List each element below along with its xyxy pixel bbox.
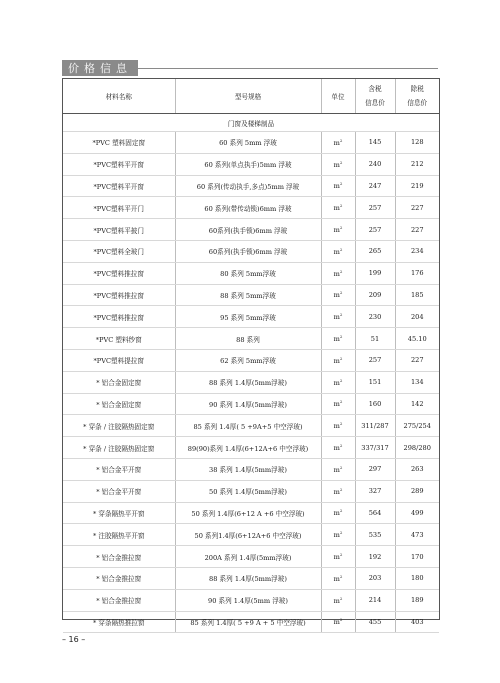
- section-header: [62, 60, 138, 76]
- tax-incl-cell: 297: [355, 458, 395, 480]
- material-cell: * 铝合金固定窗: [63, 371, 175, 393]
- unit-cell: [321, 219, 355, 241]
- spec-cell: 88 系列 1.4厚(5mm浮玻): [175, 567, 321, 589]
- spec-cell: 62 系列 5mm浮玻: [175, 349, 321, 371]
- unit-text: m: [333, 313, 340, 322]
- unit-text: m: [333, 400, 340, 409]
- unit-text: m: [333, 291, 340, 300]
- table-row: [63, 284, 439, 306]
- unit-exponent: 2: [339, 530, 343, 536]
- header-spec: 型号规格: [175, 79, 321, 114]
- price-table: [63, 79, 439, 633]
- material-cell: *PVC 塑料固定窗: [63, 132, 175, 154]
- unit-text: m: [333, 335, 340, 344]
- tax-excl-cell: 499: [395, 502, 439, 524]
- unit-exponent: 2: [339, 421, 343, 427]
- material-cell: * 穿条 / 注胶隔热固定窗: [63, 415, 175, 437]
- header-tax-incl-line2: 信息价: [365, 99, 385, 107]
- unit-exponent: 2: [339, 290, 343, 296]
- tax-excl-cell: 128: [395, 132, 439, 154]
- unit-cell: [321, 284, 355, 306]
- unit-exponent: 2: [339, 268, 343, 274]
- spec-cell: 90 系列 1.4厚(5mm 浮玻): [175, 589, 321, 611]
- unit-text: m: [333, 422, 340, 431]
- tax-incl-cell: 199: [355, 262, 395, 284]
- material-cell: *PVC塑料推拉窗: [63, 306, 175, 328]
- spec-cell: 60 系列 5mm 浮玻: [175, 132, 321, 154]
- section-header-label: 价格信息: [68, 62, 132, 75]
- material-cell: * 铝合金平开窗: [63, 480, 175, 502]
- table-row: [63, 393, 439, 415]
- unit-text: m: [333, 138, 340, 147]
- spec-cell: 60 系列(单点执手)5mm 浮玻: [175, 153, 321, 175]
- table-row: [63, 197, 439, 219]
- table-row: [63, 611, 439, 633]
- tax-incl-cell: 535: [355, 524, 395, 546]
- tax-excl-cell: 176: [395, 262, 439, 284]
- table-row: [63, 480, 439, 502]
- tax-incl-cell: 203: [355, 567, 395, 589]
- spec-cell: 85 系列 1.4厚( 5 +9A+5 中空浮玻): [175, 415, 321, 437]
- unit-cell: [321, 175, 355, 197]
- spec-cell: 85 系列 1.4厚( 5 +9 A + 5 中空浮玻): [175, 611, 321, 633]
- unit-text: m: [333, 509, 340, 518]
- tax-incl-cell: 311/287: [355, 415, 395, 437]
- spec-cell: 80 系列 5mm浮玻: [175, 262, 321, 284]
- spec-cell: 89(90)系列 1.4厚(6+12A+6 中空浮玻): [175, 437, 321, 459]
- tax-excl-cell: 170: [395, 546, 439, 568]
- table-row: [63, 415, 439, 437]
- unit-cell: [321, 567, 355, 589]
- material-cell: *PVC 塑料纱窗: [63, 328, 175, 350]
- spec-cell: 200A 系列 1.4厚(5mm浮玻): [175, 546, 321, 568]
- tax-incl-cell: 265: [355, 240, 395, 262]
- unit-cell: [321, 437, 355, 459]
- unit-cell: [321, 524, 355, 546]
- tax-excl-cell: 45.10: [395, 328, 439, 350]
- unit-cell: [321, 589, 355, 611]
- unit-cell: [321, 546, 355, 568]
- material-cell: * 铝合金推拉窗: [63, 567, 175, 589]
- unit-exponent: 2: [339, 508, 343, 514]
- material-cell: *PVC塑料全玻门: [63, 240, 175, 262]
- tax-excl-cell: 134: [395, 371, 439, 393]
- header-tax-incl: [355, 79, 395, 114]
- tax-excl-cell: 227: [395, 197, 439, 219]
- spec-cell: 38 系列 1.4厚(5mm浮玻): [175, 458, 321, 480]
- material-cell: *PVC塑料平开门: [63, 197, 175, 219]
- unit-text: m: [333, 160, 340, 169]
- header-material: 材料名称: [63, 79, 175, 114]
- spec-cell: 60 系列(带传动锁)6mm 浮玻: [175, 197, 321, 219]
- tax-incl-cell: 257: [355, 197, 395, 219]
- tax-incl-cell: 455: [355, 611, 395, 633]
- tax-excl-cell: 473: [395, 524, 439, 546]
- unit-cell: [321, 306, 355, 328]
- table-row: [63, 328, 439, 350]
- section-title-row: [63, 114, 439, 132]
- table-row: [63, 219, 439, 241]
- tax-incl-cell: 257: [355, 349, 395, 371]
- tax-excl-cell: 227: [395, 349, 439, 371]
- spec-cell: 88 系列 1.4厚(5mm浮玻): [175, 371, 321, 393]
- tax-incl-cell: 151: [355, 371, 395, 393]
- unit-exponent: 2: [339, 312, 343, 318]
- tax-excl-cell: 227: [395, 219, 439, 241]
- material-cell: * 穿条隔热推拉窗: [63, 611, 175, 633]
- table-row: [63, 349, 439, 371]
- unit-cell: [321, 611, 355, 633]
- unit-cell: [321, 328, 355, 350]
- unit-exponent: 2: [339, 333, 343, 339]
- tax-excl-cell: 219: [395, 175, 439, 197]
- material-cell: * 铝合金推拉窗: [63, 589, 175, 611]
- tax-incl-cell: 145: [355, 132, 395, 154]
- material-cell: * 注胶隔热平开窗: [63, 524, 175, 546]
- material-cell: *PVC塑料平开窗: [63, 175, 175, 197]
- tax-excl-cell: 403: [395, 611, 439, 633]
- tax-incl-cell: 209: [355, 284, 395, 306]
- page-number: – 16 –: [62, 635, 86, 644]
- unit-text: m: [333, 356, 340, 365]
- tax-excl-cell: 289: [395, 480, 439, 502]
- tax-excl-cell: 275/254: [395, 415, 439, 437]
- tax-excl-cell: 234: [395, 240, 439, 262]
- unit-exponent: 2: [339, 595, 343, 601]
- tax-incl-cell: 257: [355, 219, 395, 241]
- header-divider: [138, 68, 438, 69]
- tax-incl-cell: 564: [355, 502, 395, 524]
- unit-cell: [321, 262, 355, 284]
- unit-exponent: 2: [339, 246, 343, 252]
- unit-text: m: [333, 618, 340, 627]
- spec-cell: 60系列(执手锁)6mm 浮玻: [175, 219, 321, 241]
- table-row: [63, 175, 439, 197]
- unit-cell: [321, 458, 355, 480]
- unit-exponent: 2: [339, 181, 343, 187]
- unit-cell: [321, 480, 355, 502]
- unit-exponent: 2: [339, 355, 343, 361]
- table-row: [63, 458, 439, 480]
- header-tax-excl: [395, 79, 439, 114]
- unit-exponent: 2: [339, 486, 343, 492]
- header-tax-incl-line1: 含税: [368, 85, 382, 93]
- unit-exponent: 2: [339, 617, 343, 623]
- material-cell: *PVC塑料提拉窗: [63, 349, 175, 371]
- table-header-row: [63, 79, 439, 114]
- tax-excl-cell: 298/280: [395, 437, 439, 459]
- table-row: [63, 589, 439, 611]
- tax-incl-cell: 214: [355, 589, 395, 611]
- spec-cell: 60 系列(传动执手,多点)5mm 浮玻: [175, 175, 321, 197]
- unit-cell: [321, 415, 355, 437]
- unit-exponent: 2: [339, 573, 343, 579]
- unit-cell: [321, 393, 355, 415]
- spec-cell: 60系列(执手锁)6mm 浮玻: [175, 240, 321, 262]
- tax-excl-cell: 263: [395, 458, 439, 480]
- unit-text: m: [333, 574, 340, 583]
- table-row: [63, 567, 439, 589]
- table-row: [63, 437, 439, 459]
- tax-incl-cell: 240: [355, 153, 395, 175]
- unit-cell: [321, 349, 355, 371]
- unit-exponent: 2: [339, 159, 343, 165]
- spec-cell: 90 系列 1.4厚(5mm浮玻): [175, 393, 321, 415]
- unit-exponent: 2: [339, 399, 343, 405]
- table-row: [63, 502, 439, 524]
- unit-exponent: 2: [339, 377, 343, 383]
- unit-exponent: 2: [339, 137, 343, 143]
- unit-text: m: [333, 465, 340, 474]
- tax-excl-cell: 212: [395, 153, 439, 175]
- unit-text: m: [333, 378, 340, 387]
- unit-cell: [321, 502, 355, 524]
- unit-text: m: [333, 531, 340, 540]
- table-row: [63, 524, 439, 546]
- unit-text: m: [333, 204, 340, 213]
- header-tax-excl-line1: 除税: [410, 85, 424, 93]
- unit-cell: [321, 153, 355, 175]
- tax-excl-cell: 142: [395, 393, 439, 415]
- material-cell: * 穿条隔热平开窗: [63, 502, 175, 524]
- price-table-frame: [62, 78, 440, 627]
- unit-cell: [321, 197, 355, 219]
- unit-cell: [321, 132, 355, 154]
- table-row: [63, 546, 439, 568]
- spec-cell: 88 系列 5mm浮玻: [175, 284, 321, 306]
- table-row: [63, 240, 439, 262]
- spec-cell: 88 系列: [175, 328, 321, 350]
- material-cell: *PVC塑料推拉窗: [63, 284, 175, 306]
- unit-exponent: 2: [339, 203, 343, 209]
- material-cell: *PVC塑料推拉窗: [63, 262, 175, 284]
- tax-excl-cell: 185: [395, 284, 439, 306]
- material-cell: * 穿条 / 注胶隔热固定窗: [63, 437, 175, 459]
- spec-cell: 50 系列 1.4厚(5mm浮玻): [175, 480, 321, 502]
- material-cell: *PVC塑料平开窗: [63, 153, 175, 175]
- table-row: [63, 262, 439, 284]
- unit-exponent: 2: [339, 224, 343, 230]
- unit-cell: [321, 240, 355, 262]
- table-row: [63, 153, 439, 175]
- material-cell: * 铝合金固定窗: [63, 393, 175, 415]
- tax-excl-cell: 189: [395, 589, 439, 611]
- unit-cell: [321, 371, 355, 393]
- header-tax-excl-line2: 信息价: [407, 99, 428, 107]
- spec-cell: 50 系列 1.4厚(6+12 A +6 中空浮玻): [175, 502, 321, 524]
- unit-text: m: [333, 553, 340, 562]
- unit-text: m: [333, 269, 340, 278]
- unit-text: m: [333, 596, 340, 605]
- tax-incl-cell: 51: [355, 328, 395, 350]
- unit-text: m: [333, 487, 340, 496]
- tax-incl-cell: 192: [355, 546, 395, 568]
- unit-text: m: [333, 247, 340, 256]
- tax-incl-cell: 247: [355, 175, 395, 197]
- tax-incl-cell: 327: [355, 480, 395, 502]
- unit-exponent: 2: [339, 464, 343, 470]
- material-cell: *PVC塑料平披门: [63, 219, 175, 241]
- unit-exponent: 2: [339, 442, 343, 448]
- spec-cell: 95 系列 5mm浮玻: [175, 306, 321, 328]
- header-unit: 单位: [321, 79, 355, 114]
- table-row: [63, 371, 439, 393]
- unit-text: m: [333, 182, 340, 191]
- tax-incl-cell: 160: [355, 393, 395, 415]
- unit-text: m: [333, 226, 340, 235]
- material-cell: * 铝合金平开窗: [63, 458, 175, 480]
- tax-incl-cell: 230: [355, 306, 395, 328]
- section-title: 门窗及楼梯制品: [63, 114, 439, 132]
- table-row: [63, 132, 439, 154]
- tax-incl-cell: 337/317: [355, 437, 395, 459]
- unit-exponent: 2: [339, 551, 343, 557]
- tax-excl-cell: 180: [395, 567, 439, 589]
- spec-cell: 50 系列1.4厚(6+12A+6 中空浮玻): [175, 524, 321, 546]
- unit-text: m: [333, 444, 340, 453]
- table-row: [63, 306, 439, 328]
- material-cell: * 铝合金推拉窗: [63, 546, 175, 568]
- tax-excl-cell: 204: [395, 306, 439, 328]
